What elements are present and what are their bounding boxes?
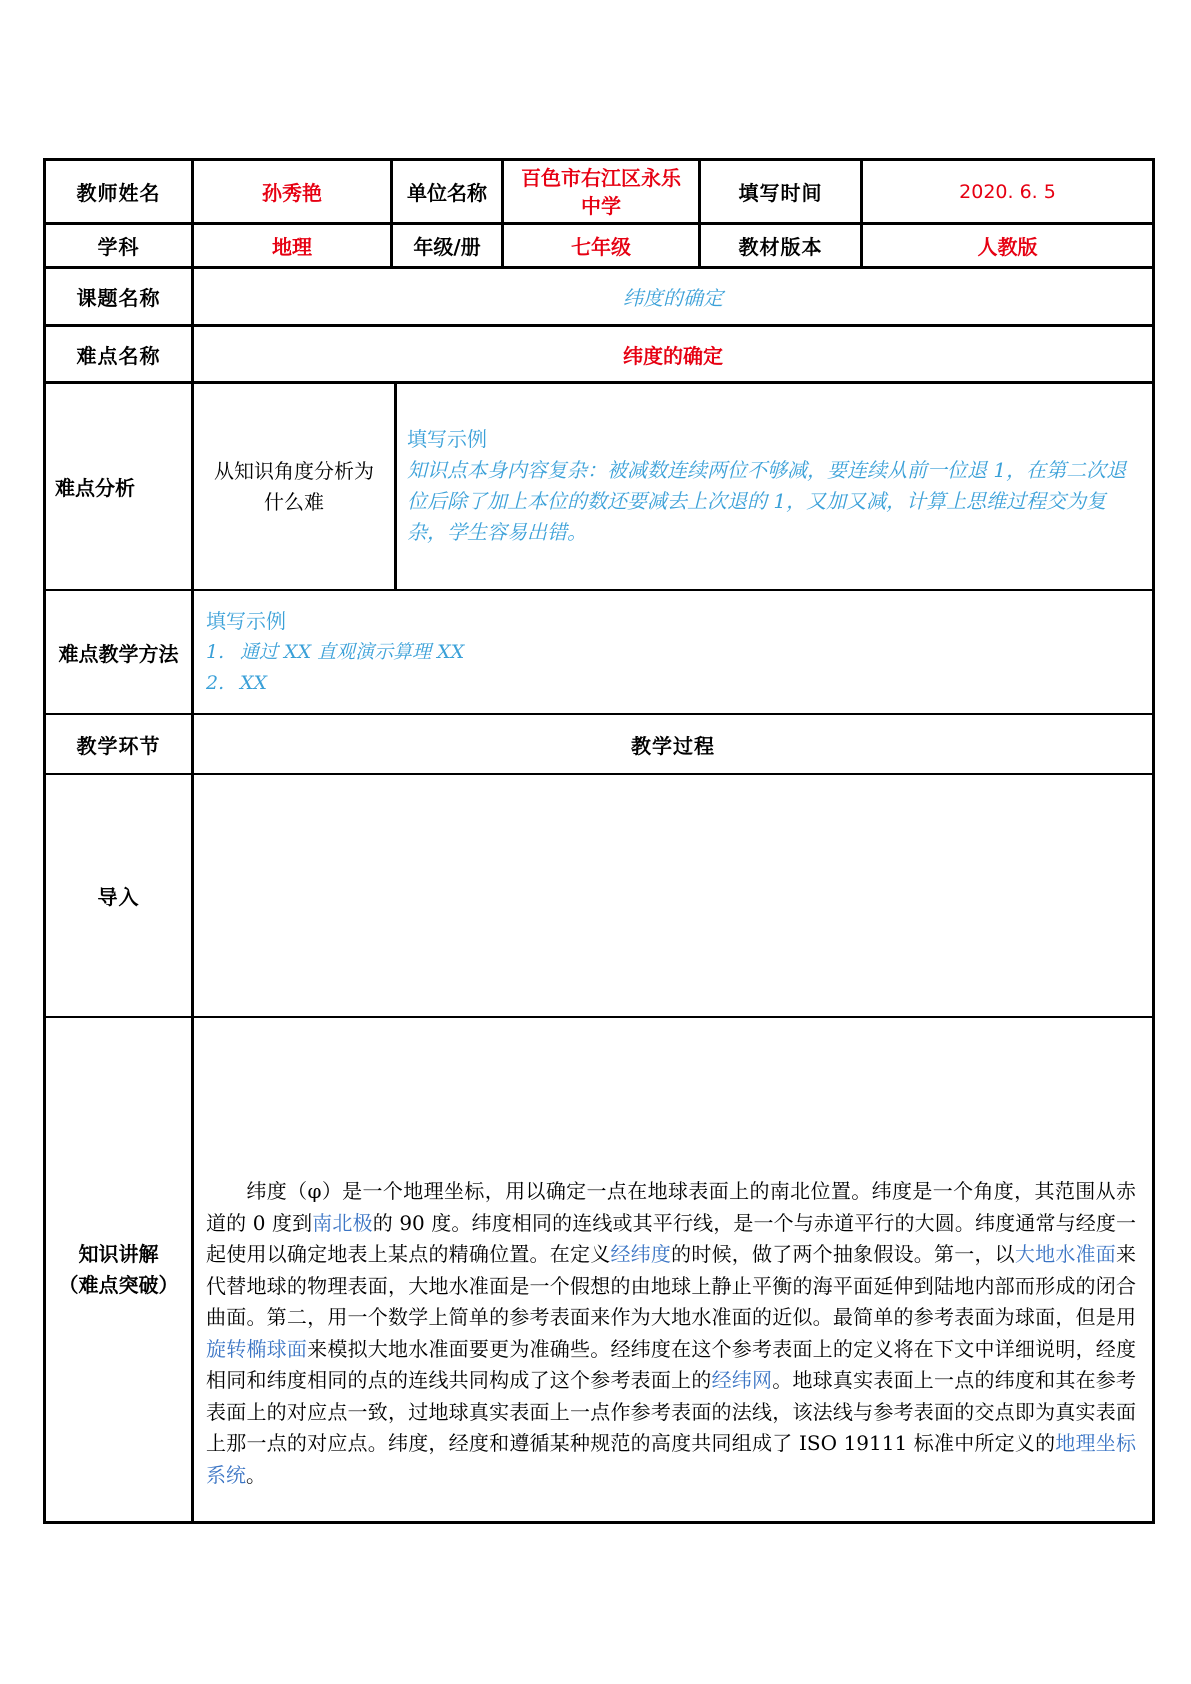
unit-name-label: 单位名称	[407, 181, 487, 205]
link-latitude-longitude[interactable]: 经纬度	[610, 1242, 672, 1266]
analysis-label: 难点分析	[55, 476, 135, 500]
method-item	[206, 668, 1136, 699]
unit-name-value	[504, 161, 698, 222]
link-ellipsoid[interactable]: 旋转椭球面	[206, 1336, 308, 1361]
intro-content	[194, 775, 1152, 1016]
analysis-example-title: 填写示例	[407, 427, 487, 451]
knowledge-label	[46, 1018, 191, 1521]
paragraph-text: 纬度（φ）是一个地理坐标，用以确定一点在地球表面上的南北位置。纬度是一个角度，其范围从赤道的 0 度到	[206, 1179, 1136, 1235]
paragraph-text: 的时候，做了两个抽象假设。第一，以	[671, 1242, 1015, 1266]
teaching-process-header: 教学过程	[631, 733, 715, 758]
method-item	[206, 637, 1136, 668]
method-item-text: XX	[240, 672, 268, 694]
difficulty-label: 难点名称	[76, 343, 161, 368]
method-item-number: 2.	[206, 672, 225, 694]
grade-label: 年级/册	[413, 235, 481, 259]
method-label: 难点教学方法	[58, 641, 179, 666]
column-divider	[394, 381, 397, 591]
unit-name-line1: 百色市右江区永乐	[521, 165, 681, 190]
method-item-text: 通过 XX 直观演示算理 XX	[240, 641, 465, 663]
teaching-stage-label: 教学环节	[76, 733, 161, 758]
grade-value: 七年级	[571, 235, 631, 259]
paragraph-text: 来模拟大地水准面要更为准确些。经纬度在这个参考表面上的定义将在下文中详细说明，经度相同和纬度相同的点的连线共同构成了这个参考表面上的	[206, 1336, 1137, 1392]
paragraph-text: 的 90 度。纬度相同的连线或其平行线，是一个与赤道平行的大圆。纬度通常与经度一起使用以确定地表上某点的精确位置。在定义	[206, 1210, 1136, 1266]
edition-value: 人教版	[977, 235, 1038, 259]
table-border-right	[1152, 158, 1155, 1524]
analysis-sub-label-line2: 什么难	[264, 489, 324, 514]
paragraph-text: 。	[246, 1462, 266, 1487]
link-north-south-poles[interactable]: 南北极	[312, 1210, 373, 1235]
analysis-sub-label-line1: 从知识角度分析为	[214, 458, 374, 483]
paragraph-text: 来代替地球的物理表面，大地水准面是一个假想的由地球上静止平衡的海平面延伸到陆地内部而形成的闭合曲面。第二，用一个数学上简单的参考表面来作为大地水准面的近似。最简单的参考表面为球面，但是用	[206, 1242, 1137, 1329]
analysis-example	[407, 424, 1145, 548]
unit-name-line2: 中学	[581, 193, 621, 218]
method-item-number: 1.	[206, 641, 225, 663]
teacher-name-label: 教师姓名	[76, 181, 161, 205]
paragraph-text: 。地球真实表面上一点的纬度和其在参考表面上的对应点一致，过地球真实表面上一点作参考表面的法线，该法线与参考表面的交点即为真实表面上那一点的对应点。纬度，经度和遵循某种规范的高度共同组成了 ISO 19111 标准中所定义的	[206, 1368, 1137, 1455]
analysis-sub-label	[194, 384, 394, 589]
knowledge-paragraph	[206, 1176, 1136, 1491]
link-graticule[interactable]: 经纬网	[711, 1368, 773, 1392]
method-example-title: 填写示例	[206, 609, 286, 633]
fill-date-label: 填写时间	[738, 181, 823, 205]
table-border-bottom	[43, 1521, 1155, 1524]
subject-value: 地理	[272, 235, 312, 259]
row-divider	[43, 589, 1155, 591]
intro-label: 导入	[97, 885, 140, 909]
teacher-name-value: 孙秀艳	[262, 181, 322, 205]
edition-label: 教材版本	[738, 235, 823, 259]
subject-label: 学科	[97, 235, 140, 259]
topic-label: 课题名称	[76, 286, 161, 310]
difficulty-value: 纬度的确定	[623, 343, 723, 368]
analysis-example-text: 知识点本身内容复杂：被减数连续两位不够减，要连续从前一位退 1，在第二次退位后除了加上本位的数还要减去上次退的 1，又加又减，计算上思维过程交为复杂，学生容易出错。	[407, 458, 1127, 544]
row-divider	[43, 1016, 1155, 1018]
method-example	[206, 606, 1136, 699]
knowledge-label-line1: 知识讲解	[78, 1241, 159, 1266]
link-geoid[interactable]: 大地水准面	[1014, 1242, 1117, 1266]
link-geographic-coordinate-system[interactable]: 地理坐标系统	[206, 1431, 1136, 1487]
knowledge-label-line2: （难点突破）	[58, 1272, 179, 1297]
topic-value: 纬度的确定	[623, 286, 723, 310]
fill-date-value: 2020. 6. 5	[959, 180, 1056, 203]
